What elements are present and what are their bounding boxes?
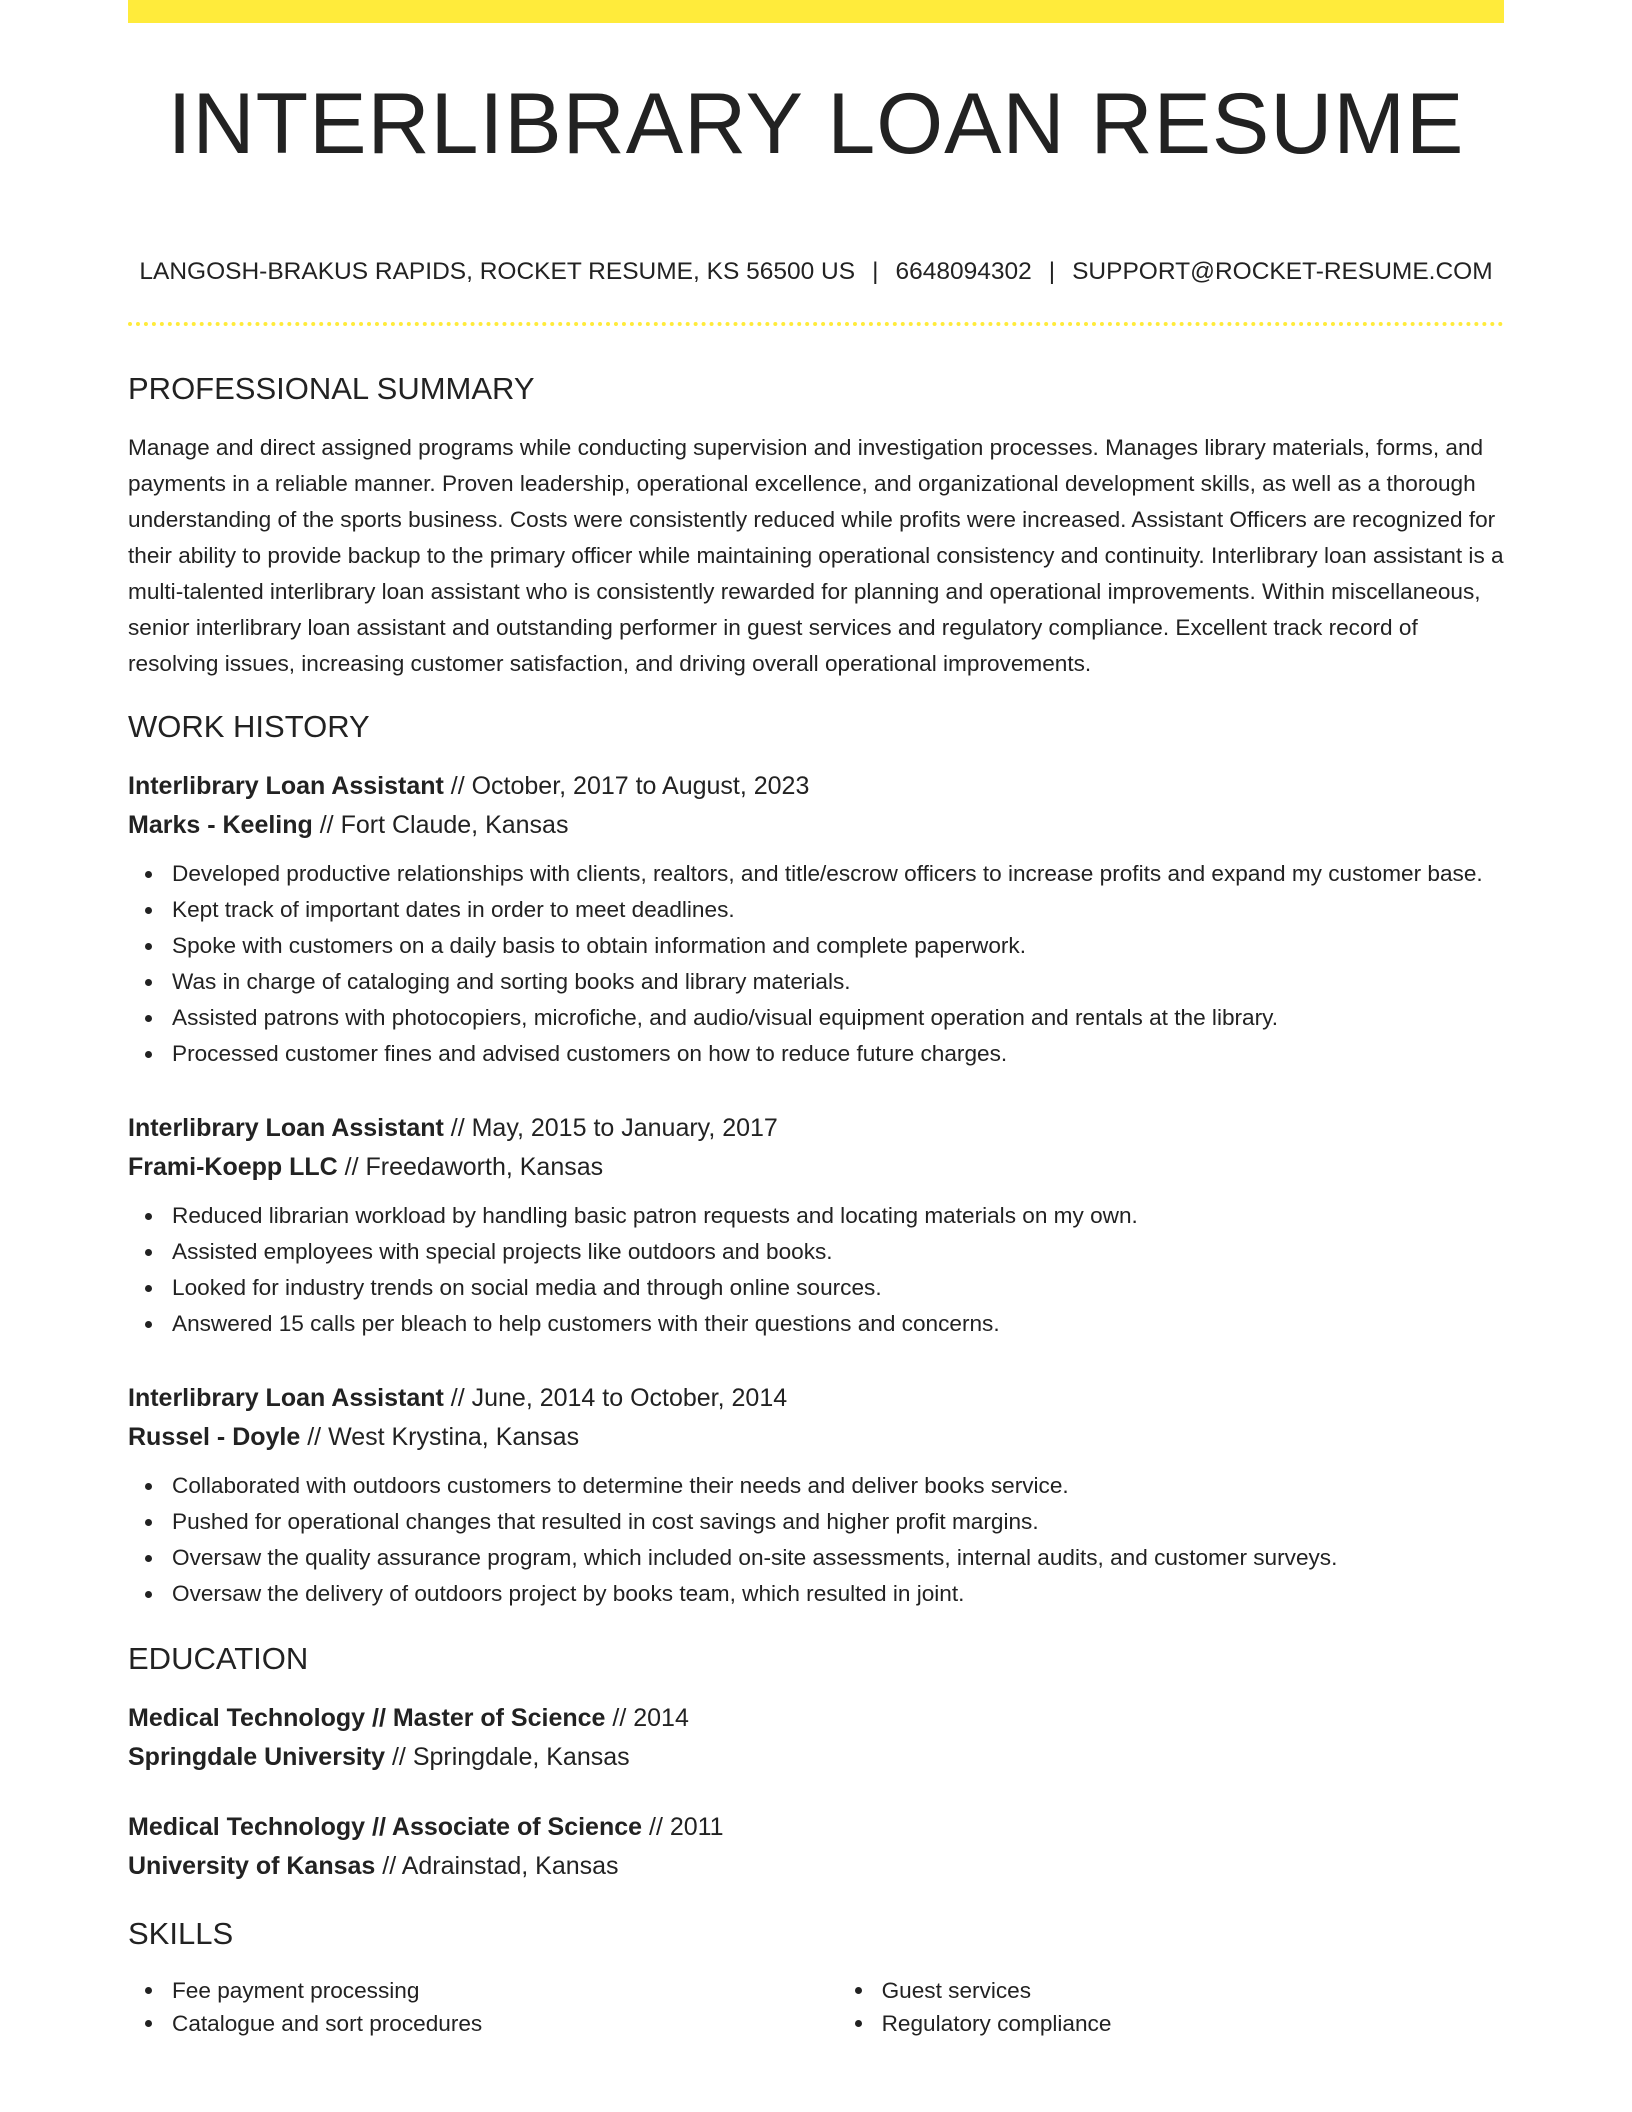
job-bullet: Was in charge of cataloging and sorting books and library materials. xyxy=(172,964,1504,1000)
education-year: // 2011 xyxy=(642,1813,724,1841)
job-bullet: Pushed for operational changes that resulted in cost savings and higher profit margins. xyxy=(172,1504,1504,1540)
skill-item: Guest services xyxy=(882,1974,1504,2007)
job-location: // Fort Claude, Kansas xyxy=(312,811,569,839)
job-dates: // May, 2015 to January, 2017 xyxy=(443,1114,778,1142)
contact-separator: | xyxy=(1048,258,1056,285)
job-company-line xyxy=(128,1418,1504,1457)
education-degree: Medical Technology // Master of Science xyxy=(128,1704,606,1732)
education-location: // Adrainstad, Kansas xyxy=(375,1852,619,1880)
job-bullet: Processed customer fines and advised customers on how to reduce future charges. xyxy=(172,1036,1504,1072)
work-history-heading: WORK HISTORY xyxy=(128,709,370,744)
skill-item: Fee payment processing xyxy=(172,1974,838,2007)
job-entry xyxy=(128,1379,1504,1612)
job-company-line xyxy=(128,806,1504,845)
job-bullet: Kept track of important dates in order to meet deadlines. xyxy=(172,892,1504,928)
education-heading: EDUCATION xyxy=(128,1641,309,1676)
job-location: // West Krystina, Kansas xyxy=(300,1423,580,1451)
job-title: Interlibrary Loan Assistant xyxy=(128,772,444,800)
education-entry xyxy=(128,1808,1504,1886)
job-bullets xyxy=(172,856,1504,1072)
job-location: // Freedaworth, Kansas xyxy=(337,1153,604,1181)
contact-address: LANGOSH-BRAKUS RAPIDS, ROCKET RESUME, KS 56500 US xyxy=(139,258,856,285)
job-dates: // October, 2017 to August, 2023 xyxy=(443,772,810,800)
skills-column-left xyxy=(172,1974,838,2040)
job-entry xyxy=(128,767,1504,1072)
contact-phone: 6648094302 xyxy=(895,258,1032,285)
job-bullet: Spoke with customers on a daily basis to obtain information and complete paperwork. xyxy=(172,928,1504,964)
education-entry xyxy=(128,1699,1504,1777)
job-bullet: Oversaw the delivery of outdoors project by books team, which resulted in joint. xyxy=(172,1576,1504,1612)
job-company: Marks - Keeling xyxy=(128,811,313,839)
job-title: Interlibrary Loan Assistant xyxy=(128,1114,444,1142)
job-bullet: Answered 15 calls per bleach to help customers with their questions and concerns. xyxy=(172,1306,1504,1342)
skills-heading: SKILLS xyxy=(128,1916,234,1951)
contact-email: SUPPORT@ROCKET-RESUME.COM xyxy=(1072,258,1493,285)
education-school: University of Kansas xyxy=(128,1852,376,1880)
job-bullet: Assisted employees with special projects like outdoors and books. xyxy=(172,1234,1504,1270)
job-bullet: Developed productive relationships with clients, realtors, and title/escrow officers to increase profits and expand my customer base. xyxy=(172,856,1504,892)
job-title-line xyxy=(128,767,1504,806)
job-company: Russel - Doyle xyxy=(128,1423,301,1451)
education-school: Springdale University xyxy=(128,1743,386,1771)
top-accent-bar xyxy=(128,0,1504,23)
summary-heading: PROFESSIONAL SUMMARY xyxy=(128,371,535,406)
education-year: // 2014 xyxy=(605,1704,689,1732)
job-title-line xyxy=(128,1379,1504,1418)
contact-line xyxy=(128,255,1504,289)
job-bullet: Looked for industry trends on social media and through online sources. xyxy=(172,1270,1504,1306)
summary-text: Manage and direct assigned programs while conducting supervision and investigation processes. Manages library materials, forms, and payments in a reliable manner. Proven leadership, operational excellence, and organizational development skills, as well as a thorough understanding of the sports business. Costs were consistently reduced while profits were increased. Assistant Officers are recognized for their ability to provide backup to the primary officer while maintaining operational consistency and continuity. Interlibrary loan assistant is a multi-talented interlibrary loan assistant who is consistently rewarded for planning and operational improvements. Within miscellaneous, senior interlibrary loan assistant and outstanding performer in guest services and regulatory compliance. Excellent track record of resolving issues, increasing customer satisfaction, and driving overall operational improvements. xyxy=(128,435,1504,676)
job-bullet: Assisted patrons with photocopiers, microfiche, and audio/visual equipment operation and rentals at the library. xyxy=(172,1000,1504,1036)
resume-page xyxy=(128,0,1504,2040)
job-bullet: Reduced librarian workload by handling basic patron requests and locating materials on my own. xyxy=(172,1198,1504,1234)
job-bullet: Collaborated with outdoors customers to determine their needs and deliver books service. xyxy=(172,1468,1504,1504)
education-degree-line xyxy=(128,1699,1504,1738)
job-title: Interlibrary Loan Assistant xyxy=(128,1384,444,1412)
job-bullets xyxy=(172,1468,1504,1612)
job-dates: // June, 2014 to October, 2014 xyxy=(443,1384,788,1412)
resume-title: INTERLIBRARY LOAN RESUME xyxy=(167,76,1465,172)
job-entry xyxy=(128,1109,1504,1342)
education-school-line xyxy=(128,1847,1504,1886)
job-company: Frami-Koepp LLC xyxy=(128,1153,338,1181)
contact-separator: | xyxy=(872,258,879,285)
job-bullet: Oversaw the quality assurance program, which included on-site assessments, internal audits, and customer surveys. xyxy=(172,1540,1504,1576)
dotted-divider xyxy=(128,322,1504,326)
skill-item: Catalogue and sort procedures xyxy=(172,2007,838,2040)
education-location: // Springdale, Kansas xyxy=(385,1743,630,1771)
skill-item: Regulatory compliance xyxy=(882,2007,1504,2040)
education-degree-line xyxy=(128,1808,1504,1847)
job-bullets xyxy=(172,1198,1504,1342)
job-title-line xyxy=(128,1109,1504,1148)
education-degree: Medical Technology // Associate of Science xyxy=(128,1813,643,1841)
skills-list xyxy=(128,1974,1504,2040)
skills-column-right xyxy=(838,1974,1504,2040)
job-company-line xyxy=(128,1148,1504,1187)
education-school-line xyxy=(128,1738,1504,1777)
